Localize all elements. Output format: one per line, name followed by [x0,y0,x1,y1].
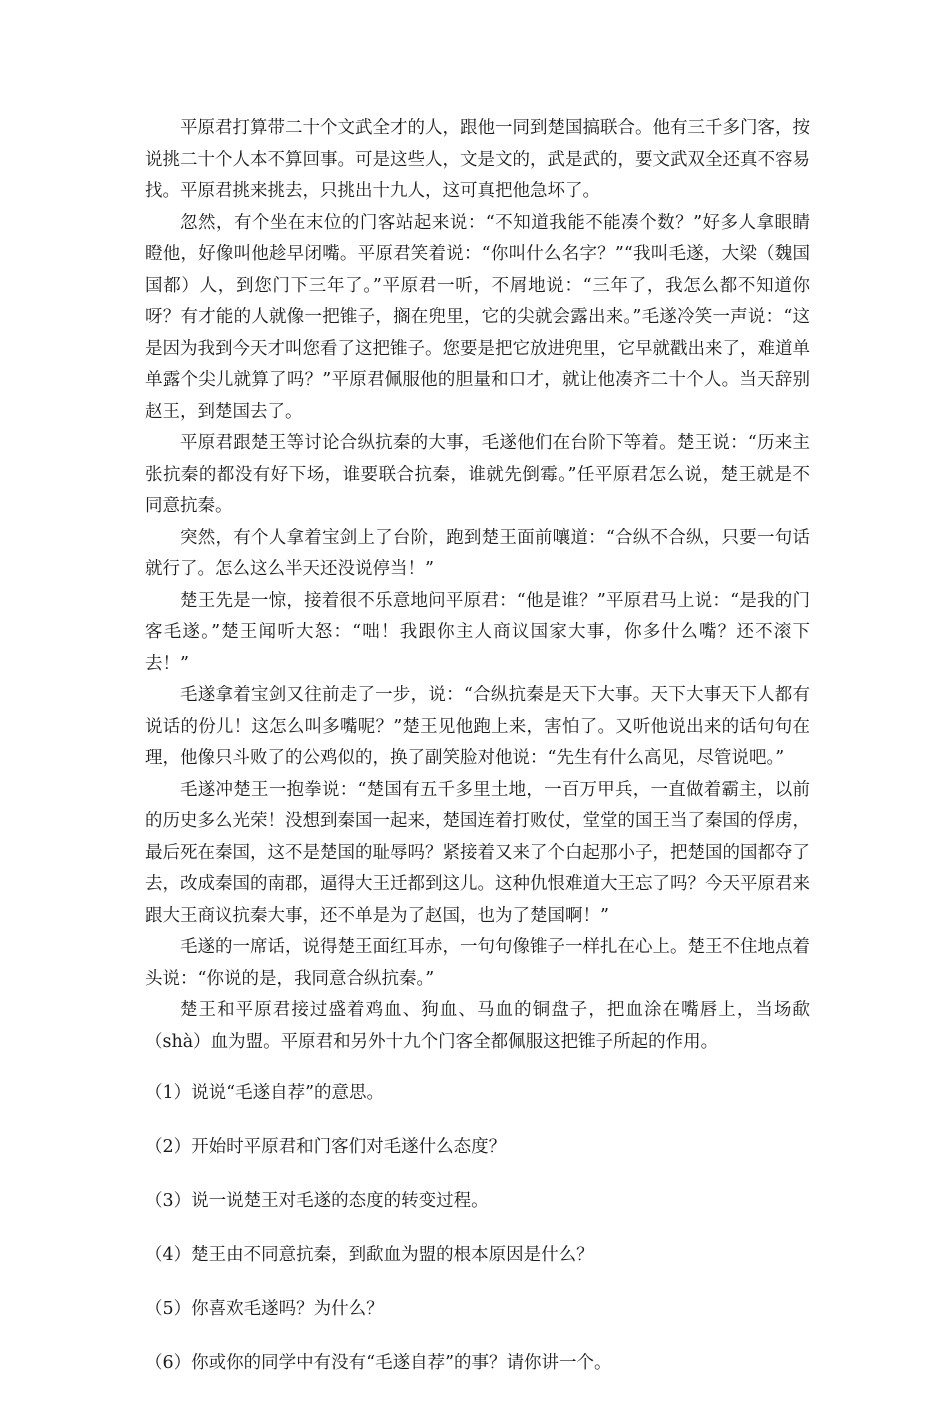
passage-paragraph-5: 楚王先是一惊，接着很不乐意地问平原君：“他是谁？”平原君马上说：“是我的门客毛遂。”楚王闻听大怒：“咄！我跟你主人商议国家大事，你多什么嘴？还不滚下去！” [145,590,810,674]
passage-paragraph-7: 毛遂冲楚王一抱拳说：“楚国有五千多里土地，一百万甲兵，一直做着霸主，以前的历史多么光荣！没想到秦国一起来，楚国连着打败仗，堂堂的国王当了秦国的俘虏，最后死在秦国，这不是楚国的耻辱吗？紧接着又来了个白起那小子，把楚国的国都夺了去，改成秦国的南郡，逼得大王迁都到这儿。这种仇恨难道大王忘了吗？今天平原君来跟大王商议抗秦大事，还不单是为了赵国，也为了楚国啊！” [145,779,810,926]
passage-paragraph-8: 毛遂的一席话，说得楚王面红耳赤，一句句像锥子一样扎在心上。楚王不住地点着头说：“你说的是，我同意合纵抗秦。” [145,937,810,989]
document-page [145,113,810,1404]
question-5: （5）你喜欢毛遂吗？为什么？ [145,1299,384,1319]
question-1: （1）说说“毛遂自荐”的意思。 [145,1083,385,1103]
passage-paragraph-1: 平原君打算带二十个文武全才的人，跟他一同到楚国搞联合。他有三千多门客，按说挑二十个人本不算回事。可是这些人，文是文的，武是武的，要文武双全还真不容易找。平原君挑来挑去，只挑出十九人，这可真把他急坏了。 [145,118,810,201]
passage-paragraph-2: 忽然，有个坐在末位的门客站起来说：“不知道我能不能凑个数？”好多人拿眼睛瞪他，好像叫他趁早闭嘴。平原君笑着说：“你叫什么名字？”“我叫毛遂，大梁（魏国国都）人，到您门下三年了。”平原君一听，不屑地说：“三年了，我怎么都不知道你呀？有才能的人就像一把锥子，搁在兜里，它的尖就会露出来。”毛遂冷笑一声说：“这是因为我到今天才叫您看了这把锥子。您要是把它放进兜里，它早就戳出来了，难道单单露个尖儿就算了吗？”平原君佩服他的胆量和口才，就让他凑齐二十个人。当天辞别赵王，到楚国去了。 [145,212,810,422]
passage-paragraph-3: 平原君跟楚王等讨论合纵抗秦的大事，毛遂他们在台阶下等着。楚王说：“历来主张抗秦的都没有好下场，谁要联合抗秦，谁就先倒霉。”任平原君怎么说，楚王就是不同意抗秦。 [145,433,810,516]
passage-paragraph-4: 突然，有个人拿着宝剑上了台阶，跑到楚王面前嚷道：“合纵不合纵，只要一句话就行了。怎么这么半天还没说停当！” [145,527,810,579]
passage-paragraph-9: 楚王和平原君接过盛着鸡血、狗血、马血的铜盘子，把血涂在嘴唇上，当场歃（shà）血为盟。平原君和另外十九个门客全都佩服这把锥子所起的作用。 [145,1000,810,1052]
question-6: （6）你或你的同学中有没有“毛遂自荐”的事？请你讲一个。 [145,1353,612,1373]
question-list [145,1080,810,1376]
passage-paragraph-6: 毛遂拿着宝剑又往前走了一步，说：“合纵抗秦是天下大事。天下大事天下人都有说话的份儿！这怎么叫多嘴呢？”楚王见他跑上来，害怕了。又听他说出来的话句句在理，他像只斗败了的公鸡似的，换了副笑脸对他说：“先生有什么高见，尽管说吧。” [145,685,810,768]
question-2: （2）开始时平原君和门客们对毛遂什么态度？ [145,1137,507,1157]
question-3: （3）说一说楚王对毛遂的态度的转变过程。 [145,1191,489,1211]
story-passage [145,113,810,1058]
question-4: （4）楚王由不同意抗秦，到歃血为盟的根本原因是什么？ [145,1245,594,1265]
